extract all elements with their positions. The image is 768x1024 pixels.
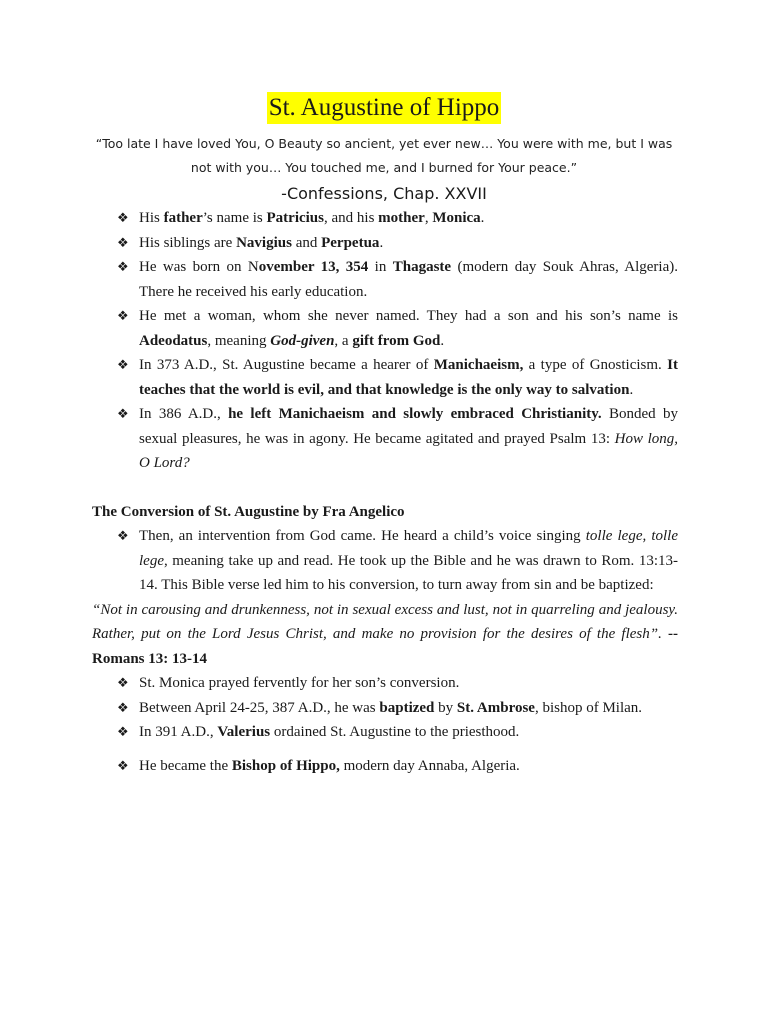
list-item: ❖ Between April 24-25, 387 A.D., he was baptized by St. Ambrose, bishop of Milan. [0,696,768,721]
title-block [0,0,768,124]
diamond-bullet-icon: ❖ [117,259,129,274]
diamond-bullet-icon: ❖ [117,234,129,250]
later-life-list [0,671,768,778]
diamond-bullet-icon: ❖ [117,210,129,225]
diamond-bullet-icon: ❖ [117,406,129,421]
confessions-quote: “Too late I have loved You, O Beauty so ancient, yet ever new… You were with me, but I was not with you… You touched me, and I burned for Your peace.” [95,136,673,175]
page-title: St. Augustine of Hippo [267,92,502,124]
diamond-bullet-icon: ❖ [117,528,129,543]
list-item: ❖ His father’s name is Patricius, and his mother, Monica. [0,206,768,231]
list-item: ❖ He became the Bishop of Hippo, modern day Annaba, Algeria. [0,754,768,779]
list-item: ❖ In 386 A.D., he left Manichaeism and slowly embraced Christianity. Bonded by sexual pleasures, he was in agony. He became agitated and prayed Psalm 13: How long, O Lord? [0,402,768,476]
romans-quote [92,598,678,672]
list-item: ❖ In 373 A.D., St. Augustine became a hearer of Manichaeism, a type of Gnosticism. It teaches that the world is evil, and that knowledge is the only way to salvation. [0,353,768,402]
diamond-bullet-icon: ❖ [117,699,129,715]
conversion-list [0,524,768,598]
diamond-bullet-icon: ❖ [117,357,129,372]
list-item: ❖ St. Monica prayed fervently for her son’s conversion. [0,671,768,696]
quote-source: -Confessions, Chap. XXVII [281,184,487,203]
romans-reference: --Romans 13: 13-14 [92,626,679,667]
list-item: ❖ He was born on November 13, 354 in Thagaste (modern day Souk Ahras, Algeria). There he received his early education. [0,255,768,304]
list-item: ❖ His siblings are Navigius and Perpetua. [0,231,768,256]
list-item: ❖ Then, an intervention from God came. He heard a child’s voice singing tolle lege, tolle lege, meaning take up and read. He took up the Bible and he was drawn to Rom. 13:13-14. This Bible verse led him to his conversion, to turn away from sin and be baptized: [0,524,768,598]
diamond-bullet-icon: ❖ [117,757,129,773]
diamond-bullet-icon: ❖ [117,724,129,739]
biography-list [0,206,768,476]
romans-quote-text: “Not in carousing and drunkenness, not in sexual excess and lust, not in quarreling and jealousy. Rather, put on the Lord Jesus Christ, and make no provision for the desires of the flesh”. [92,601,678,642]
list-item: ❖ In 391 A.D., Valerius ordained St. Augustine to the priesthood. [0,720,768,745]
list-item: ❖ He met a woman, whom she never named. They had a son and his son’s name is Adeodatus, meaning God-given, a gift from God. [0,304,768,353]
diamond-bullet-icon: ❖ [117,308,129,323]
diamond-bullet-icon: ❖ [117,675,129,690]
section-heading: The Conversion of St. Augustine by Fra Angelico [92,503,405,520]
